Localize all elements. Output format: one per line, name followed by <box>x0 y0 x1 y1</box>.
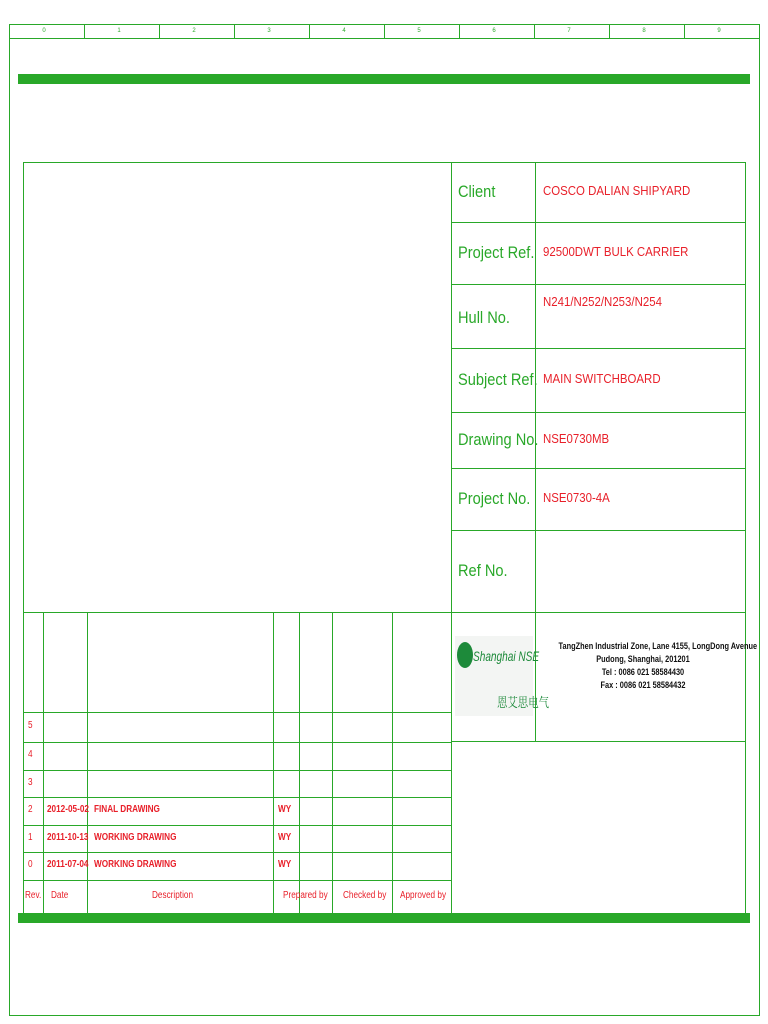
ruler-number: 3 <box>267 28 271 34</box>
bottom-bar <box>18 913 750 923</box>
field-value: 92500DWT BULK CARRIER <box>543 244 689 259</box>
ruler-tick <box>84 24 85 39</box>
ruler-tick <box>684 24 685 39</box>
revision-description-cell: WORKING DRAWING <box>94 859 177 870</box>
field-label: Subject Ref. <box>458 370 538 389</box>
tel-line: Tel : 0086 021 58584430 <box>601 667 685 677</box>
field-label: Client <box>458 182 496 201</box>
revision-header-checked: Checked by <box>343 889 387 901</box>
revision-col-line <box>392 612 393 913</box>
revision-row-line <box>23 852 451 853</box>
drawing-frame <box>23 162 758 914</box>
field-value: NSE0730-4A <box>543 490 610 505</box>
ruler-tick <box>384 24 385 39</box>
title-block-row-line <box>451 412 746 413</box>
ruler-tick <box>459 24 460 39</box>
ruler-number: 9 <box>717 28 721 34</box>
revision-rev-cell: 5 <box>28 720 33 731</box>
revision-header-rev: Rev. <box>25 889 42 901</box>
revision-col-line <box>332 612 333 913</box>
revision-row-line <box>23 712 451 713</box>
revision-header-approved: Approved by <box>400 889 447 901</box>
ruler-tick <box>234 24 235 39</box>
title-block-row-line <box>451 468 746 469</box>
revision-rev-cell: 3 <box>28 776 33 788</box>
revision-col-line <box>43 612 44 913</box>
revision-rev-cell: 1 <box>28 831 33 843</box>
field-value: COSCO DALIAN SHIPYARD <box>543 183 691 198</box>
field-value: NSE0730MB <box>543 431 610 446</box>
revision-description-cell: WORKING DRAWING <box>94 831 177 843</box>
ruler-number: 5 <box>417 28 421 34</box>
title-block-row-line <box>451 348 746 349</box>
fax-line: Fax : 0086 021 58584432 <box>600 680 686 690</box>
revision-row-line <box>23 742 451 743</box>
ruler-number: 4 <box>342 28 346 34</box>
revision-prepared-cell: WY <box>278 831 292 843</box>
address-line-1: TangZhen Industrial Zone, Lane 4155, LongDong Avenue <box>558 641 758 651</box>
revision-header-description: Description <box>152 889 194 901</box>
field-value: MAIN SWITCHBOARD <box>543 371 661 386</box>
revision-header-date: Date <box>51 889 69 901</box>
revision-row-line <box>23 880 451 881</box>
logo-cn-text: 恩艾思电气 <box>497 695 550 710</box>
ruler-number: 8 <box>642 28 646 34</box>
revision-date-cell: 2012-05-02 <box>47 804 89 815</box>
revision-rev-cell: 2 <box>28 804 33 815</box>
field-label: Ref No. <box>458 561 508 580</box>
revision-row-line <box>23 770 451 771</box>
revision-row-line <box>23 825 451 826</box>
ruler-tick <box>309 24 310 39</box>
revision-row-line <box>23 797 451 798</box>
company-logo <box>455 636 550 716</box>
ruler-tick <box>609 24 610 39</box>
revision-col-line <box>273 612 274 913</box>
field-label: Drawing No. <box>458 430 539 449</box>
revision-col-line <box>299 612 300 913</box>
field-label: Project Ref. <box>458 243 535 262</box>
company-address <box>540 640 758 692</box>
revision-date-cell: 2011-07-04 <box>47 859 89 870</box>
ruler-number: 2 <box>192 28 196 34</box>
logo-emblem-icon <box>457 642 473 668</box>
ruler-number: 1 <box>117 28 121 34</box>
title-block-row-line <box>451 530 746 531</box>
revision-rev-cell: 4 <box>28 749 33 760</box>
revision-date-cell: 2011-10-13 <box>47 831 89 843</box>
revision-prepared-cell: WY <box>278 859 292 870</box>
revision-rev-cell: 0 <box>28 859 33 870</box>
logo-text: Shanghai NSE <box>473 648 540 664</box>
ruler-number: 0 <box>42 28 46 34</box>
title-block-row-line <box>451 222 746 223</box>
revision-prepared-cell: WY <box>278 804 292 815</box>
field-label: Project No. <box>458 489 531 508</box>
ruler-tick <box>159 24 160 39</box>
ruler-number: 6 <box>492 28 496 34</box>
ruler-tick <box>534 24 535 39</box>
ruler-number: 7 <box>567 28 571 34</box>
revision-table-top-line <box>23 612 746 613</box>
field-label: Hull No. <box>458 308 511 327</box>
top-bar <box>18 74 750 84</box>
revision-header-prepared: Prepared by <box>283 889 328 901</box>
revision-description-cell: FINAL DRAWING <box>94 804 160 815</box>
field-value: N241/N252/N253/N254 <box>543 294 662 309</box>
title-block-row-line <box>451 284 746 285</box>
revision-col-line <box>451 612 452 913</box>
company-bottom-line <box>451 741 746 742</box>
address-line-2: Pudong, Shanghai, 201201 <box>596 654 690 664</box>
